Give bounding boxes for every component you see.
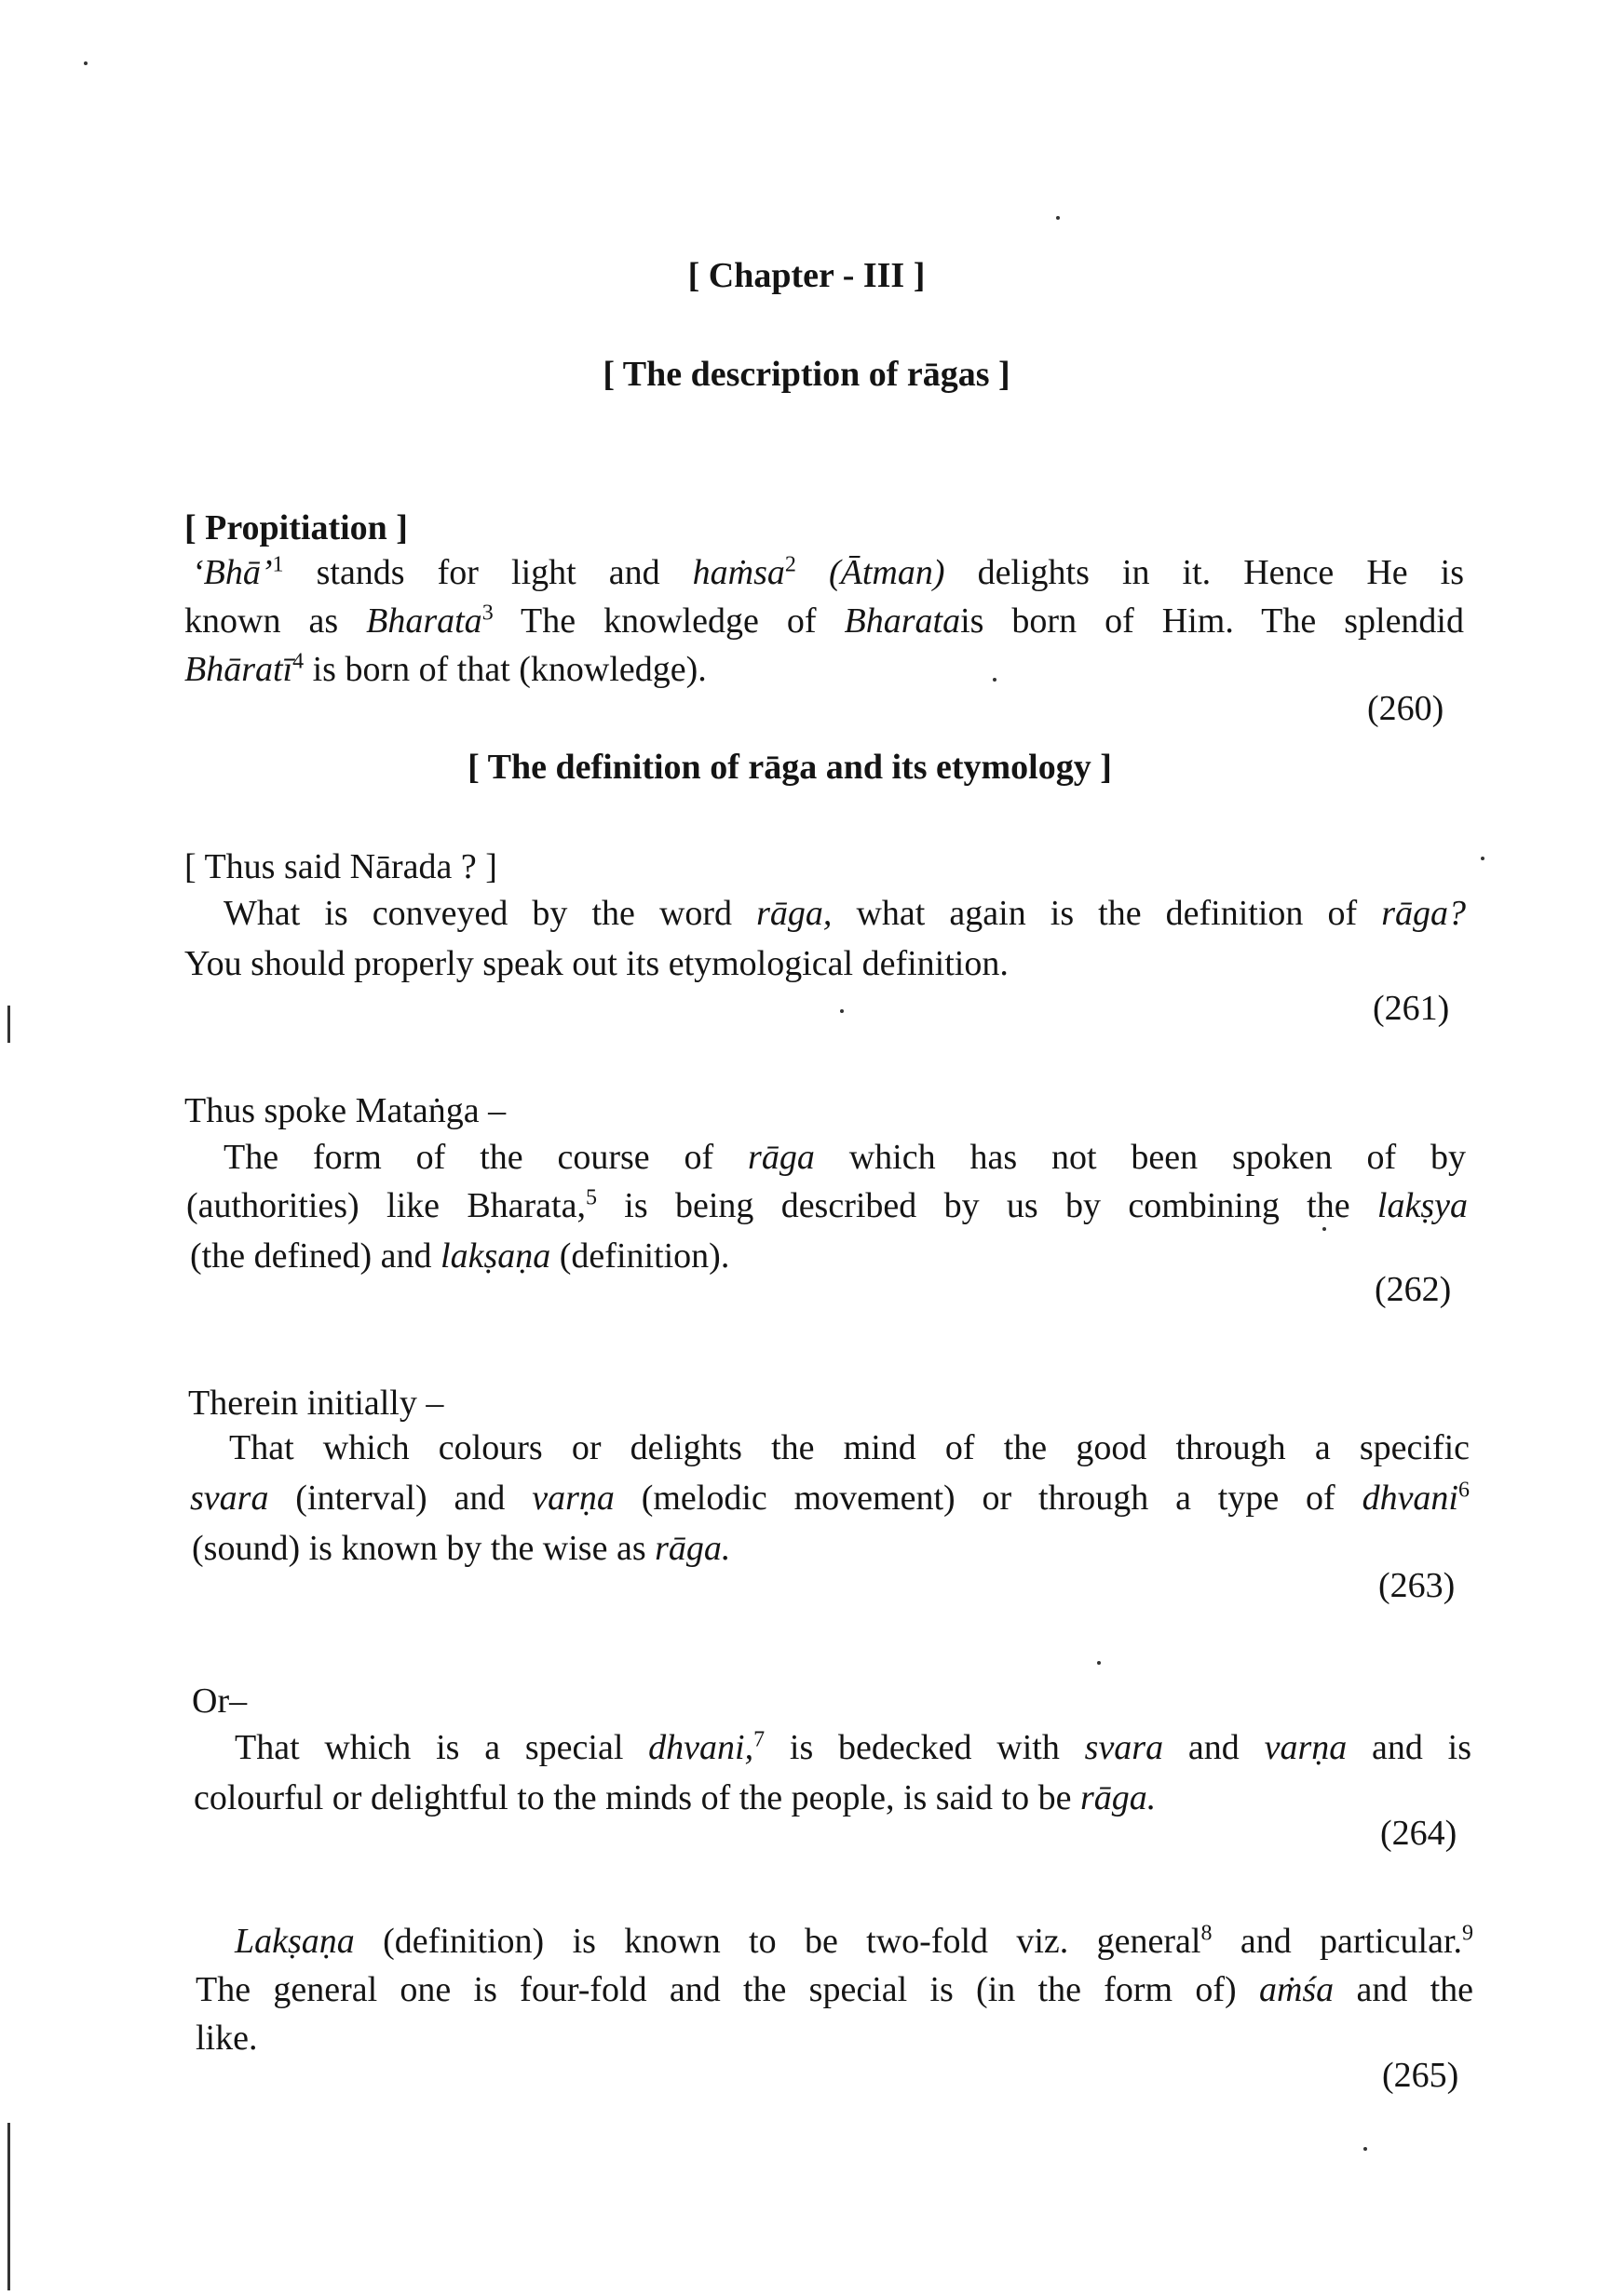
verse-number-260: (260) (1367, 689, 1444, 728)
footnote-ref-7: 7 (753, 1727, 766, 1752)
propitiation-line-3: Bhāratī$^4$ is born of that (knowledge). (184, 649, 707, 689)
chapter-title: [ Chapter - III ] (687, 256, 926, 295)
scan-speck (1363, 2147, 1367, 2151)
laksana-line-2: The general one is four-fold and the special is (in the form of) aṁśa and the (196, 1970, 1474, 2009)
term-raga: rāga. (1079, 1778, 1157, 1817)
term-raga: rāga (748, 1138, 815, 1177)
term-varna: varṇa (1264, 1728, 1348, 1767)
matanga-line-1: The form of the course of rāga which has not been spoken of by (224, 1138, 1467, 1177)
therein-heading: Therein initially – (188, 1384, 444, 1423)
footnote-ref-2: 2 (784, 552, 796, 577)
term-raga: rāga? (1381, 894, 1466, 933)
or-line-2: colourful or delightful to the minds of the people, is said to be rāga. (194, 1778, 1157, 1817)
scan-speck (84, 61, 88, 65)
or-line-1: That which is a special dhvani,$^7$ is bedecked with svara and varṇa and is (235, 1727, 1472, 1767)
term-bharata: Bharata (366, 601, 482, 641)
footnote-ref-1: 1 (272, 552, 284, 577)
scan-speck (993, 678, 996, 682)
scan-speck (1056, 216, 1060, 220)
term-svara: svara (190, 1479, 269, 1518)
footnote-ref-3: 3 (481, 601, 494, 626)
propitiation-heading: [ Propitiation ] (184, 508, 408, 547)
narada-line-1: What is conveyed by the word rāga, what again is the definition of rāga? (224, 894, 1466, 933)
term-dhvani: dhvani (1362, 1479, 1458, 1518)
footnote-ref-5: 5 (585, 1185, 597, 1210)
term-hamsa: haṁsa (692, 553, 785, 592)
verse-number-263: (263) (1378, 1566, 1456, 1605)
term-amsa: aṁśa (1258, 1970, 1335, 2009)
scan-speck (1481, 857, 1484, 860)
footnote-ref-4: 4 (292, 649, 305, 674)
term-bharata-2: Bharata (844, 601, 961, 641)
laksana-line-3: like. (196, 2019, 258, 2058)
term-varna: varṇa (532, 1479, 615, 1518)
narada-line-2: You should properly speak out its etymological definition. (184, 944, 1009, 983)
therein-line-3: (sound) is known by the wise as rāga. (192, 1529, 731, 1568)
scan-speck (1097, 1661, 1101, 1665)
term-bhaa: ‘Bhā’ (192, 553, 273, 592)
footnote-ref-8: 8 (1200, 1921, 1213, 1946)
term-raga: rāga. (655, 1529, 731, 1568)
scan-speck (1322, 1227, 1326, 1231)
term-dhvani: dhvani, (648, 1728, 754, 1767)
term-svara: svara (1084, 1728, 1164, 1767)
narada-heading: [ Thus said Nārada ? ] (184, 847, 497, 886)
matanga-heading: Thus spoke Mataṅga – (184, 1091, 507, 1130)
matanga-line-3: (the defined) and lakṣaṇa (definition). (190, 1236, 730, 1276)
chapter-subtitle: [ The description of rāgas ] (603, 355, 1010, 394)
term-laksana: lakṣaṇa (441, 1236, 551, 1276)
term-laksya: lakṣya (1376, 1186, 1468, 1225)
propitiation-line-1: ‘Bhā’$^1$ stands for light and haṁsa$^2$ (Ātman) delights in it. Hence He is (192, 552, 1465, 592)
laksana-line-1: Lakṣaṇa (definition) is known to be two-fold viz. general$^8$ and particular.$^9$ (235, 1921, 1474, 1961)
footnote-ref-9: 9 (1462, 1921, 1474, 1946)
term-raga: rāga, (756, 894, 833, 933)
scan-edge-mark (7, 1006, 10, 1043)
verse-number-261: (261) (1373, 989, 1450, 1028)
term-atman: (Ātman) (828, 553, 945, 592)
term-bharati: Bhāratī (184, 650, 293, 689)
footnote-ref-6: 6 (1458, 1478, 1470, 1503)
or-heading: Or– (192, 1681, 248, 1721)
propitiation-line-2: known as Bharata$^3$ The knowledge of Bharatais born of Him. The splendid (184, 601, 1464, 641)
verse-number-264: (264) (1380, 1814, 1457, 1853)
matanga-line-2: (authorities) like Bharata,$^5$ is being described by us by combining the lakṣya (186, 1185, 1468, 1225)
therein-line-1: That which colours or delights the mind of the good through a specific (229, 1428, 1470, 1467)
verse-number-262: (262) (1375, 1270, 1452, 1309)
scan-speck (840, 1009, 844, 1013)
term-laksana: Lakṣaṇa (235, 1922, 355, 1961)
scan-edge-mark (7, 2123, 10, 2290)
definition-heading: [ The definition of rāga and its etymology ] (468, 748, 1112, 787)
therein-line-2: svara (interval) and varṇa (melodic movement) or through a type of dhvani$^6$ (190, 1478, 1470, 1518)
verse-number-265: (265) (1382, 2056, 1459, 2095)
